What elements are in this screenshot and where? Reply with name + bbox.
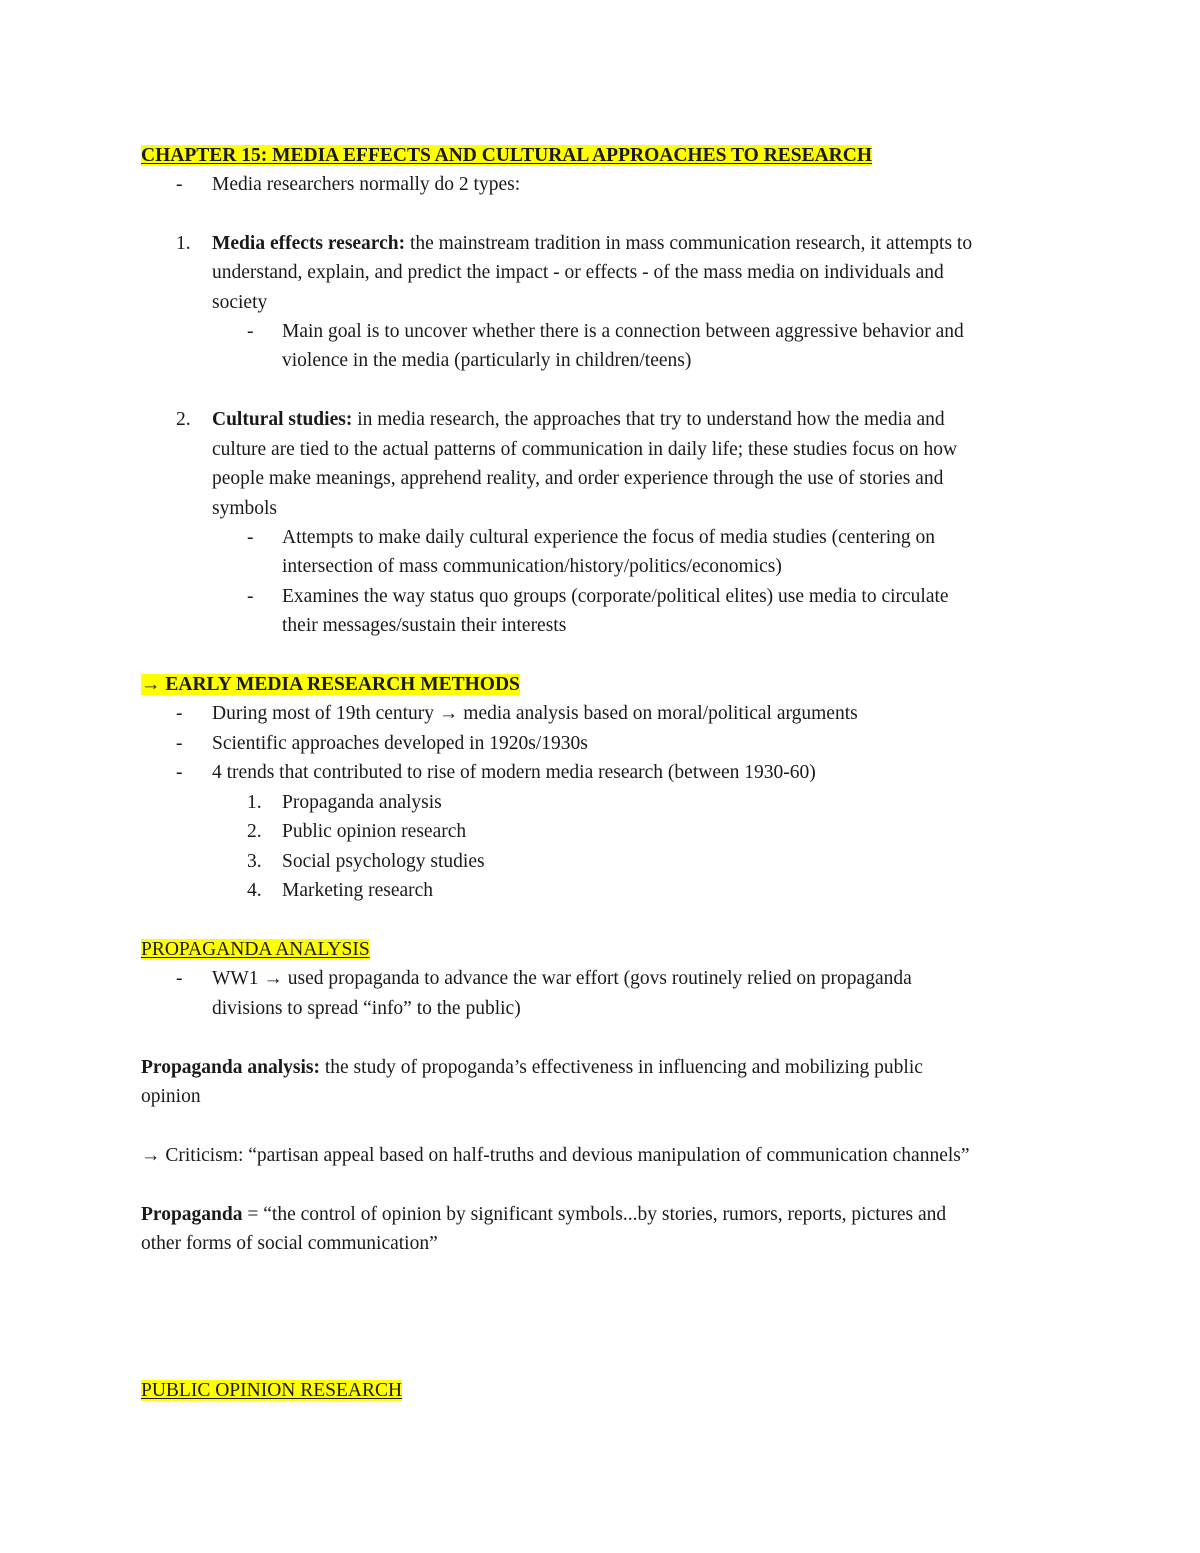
early-methods-heading-line: [141, 673, 520, 697]
cultural-studies-line-3: people make meanings, apprehend reality, and order experience through the use of stories and: [212, 468, 944, 489]
bullet-dash: -: [176, 762, 183, 783]
ww1-bullet-line-2: divisions to spread “info” to the public): [212, 998, 521, 1019]
trend-item: Propaganda analysis: [282, 792, 442, 813]
propaganda-def-line-1: [141, 1203, 946, 1227]
trend-item: Public opinion research: [282, 821, 467, 842]
cultural-studies-term: Cultural studies:: [212, 409, 353, 430]
propaganda-heading: PROPAGANDA ANALYSIS: [141, 939, 370, 960]
cultural-sub-1-line-2: intersection of mass communication/history/politics/economics): [282, 556, 782, 577]
list-number: 2.: [247, 821, 262, 842]
propaganda-term: Propaganda: [141, 1204, 243, 1225]
bullet-dash: -: [176, 968, 183, 989]
criticism-line: → Criticism: “partisan appeal based on half-truths and devious manipulation of communication channels”: [141, 1145, 970, 1166]
trend-item: Marketing research: [282, 880, 434, 901]
cultural-sub-1-line-1: Attempts to make daily cultural experience the focus of media studies (centering on: [282, 527, 936, 548]
list-number: 2.: [176, 409, 191, 430]
cultural-studies-text: in media research, the approaches that try to understand how the media and: [352, 409, 945, 430]
ww1-bullet-line-1: WW1 → used propaganda to advance the war effort (govs routinely relied on propaganda: [212, 968, 912, 989]
propaganda-analysis-def-line-2: opinion: [141, 1086, 201, 1107]
early-methods-bullet-3: 4 trends that contributed to rise of modern media research (between 1930-60): [212, 762, 816, 783]
media-effects-line-1: [212, 232, 972, 256]
propaganda-def: = “the control of opinion by significant symbols...by stories, rumors, reports, pictures and: [242, 1204, 947, 1225]
propaganda-analysis-term: Propaganda analysis:: [141, 1057, 320, 1078]
early-methods-heading: → EARLY MEDIA RESEARCH METHODS: [141, 674, 520, 695]
list-number: 4.: [247, 880, 262, 901]
public-opinion-heading: PUBLIC OPINION RESEARCH: [141, 1380, 403, 1401]
bullet-dash: -: [176, 703, 183, 724]
cultural-sub-2-line-1: Examines the way status quo groups (corporate/political elites) use media to circulate: [282, 586, 949, 607]
media-effects-text: the mainstream tradition in mass communication research, it attempts to: [405, 233, 973, 254]
media-effects-term: Media effects research:: [212, 233, 406, 254]
public-opinion-heading-line: [141, 1379, 402, 1403]
chapter-title: CHAPTER 15: MEDIA EFFECTS AND CULTURAL APPROACHES TO RESEARCH: [141, 145, 873, 166]
list-number: 1.: [247, 792, 262, 813]
cultural-studies-line-1: [212, 408, 945, 432]
trend-item: Social psychology studies: [282, 851, 485, 872]
media-effects-line-3: society: [212, 292, 268, 313]
bullet-dash: -: [176, 174, 183, 195]
media-effects-sub-1-line-1: Main goal is to uncover whether there is a connection between aggressive behavior and: [282, 321, 964, 342]
media-effects-sub-1-line-2: violence in the media (particularly in children/teens): [282, 350, 692, 371]
early-methods-bullet-1: During most of 19th century → media analysis based on moral/political arguments: [212, 703, 858, 724]
cultural-studies-line-2: culture are tied to the actual patterns of communication in daily life; these studies focus on how: [212, 439, 958, 460]
propaganda-heading-line: [141, 938, 370, 962]
propaganda-analysis-def-line-1: [141, 1056, 923, 1080]
list-number: 1.: [176, 233, 191, 254]
propaganda-analysis-def: the study of propoganda’s effectiveness in influencing and mobilizing public: [319, 1057, 923, 1078]
cultural-sub-2-line-2: their messages/sustain their interests: [282, 615, 567, 636]
bullet-dash: -: [176, 733, 183, 754]
intro-bullet-text: Media researchers normally do 2 types:: [212, 174, 521, 195]
list-number: 3.: [247, 851, 262, 872]
chapter-heading: [141, 144, 872, 168]
bullet-dash: -: [247, 527, 254, 548]
bullet-dash: -: [247, 586, 254, 607]
early-methods-bullet-2: Scientific approaches developed in 1920s/1930s: [212, 733, 588, 754]
cultural-studies-line-4: symbols: [212, 498, 278, 519]
media-effects-line-2: understand, explain, and predict the impact - or effects - of the mass media on individuals and: [212, 262, 944, 283]
propaganda-def-line-2: other forms of social communication”: [141, 1233, 438, 1254]
bullet-dash: -: [247, 321, 254, 342]
